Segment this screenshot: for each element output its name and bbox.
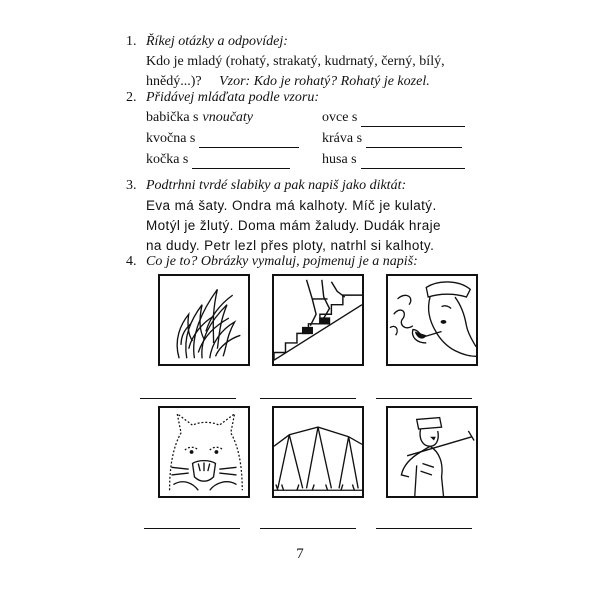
task-2-number: 2.	[126, 90, 137, 105]
task-4-number: 4.	[126, 254, 137, 269]
answer-line-5[interactable]	[260, 528, 356, 529]
task-2-row-1-left	[146, 108, 253, 127]
wildcat-icon	[160, 408, 248, 496]
row-3-right-word: husa s	[322, 152, 357, 167]
woodcutter-picture[interactable]	[386, 406, 478, 498]
stairs-picture[interactable]	[272, 274, 364, 366]
task-3-line-2: Motýl je žlutý. Doma mám žaludy. Dudák hraje	[146, 218, 441, 233]
wildcat-picture[interactable]	[158, 406, 250, 498]
stairs-climber-icon	[274, 276, 362, 364]
answer-line-3[interactable]	[376, 398, 472, 399]
task-3-number: 3.	[126, 178, 137, 193]
row-1-right-blank[interactable]	[361, 113, 465, 127]
task-3-line-3: na dudy. Petr lezl přes ploty, natrhl si kalhoty.	[146, 238, 435, 253]
task-1-line-1: Kdo je mladý (rohatý, strakatý, kudrnatý, černý, bílý,	[146, 54, 445, 69]
task-2-row-3-left	[146, 150, 290, 169]
task-2-row-2-left	[146, 129, 299, 148]
tents-icon	[274, 408, 362, 496]
row-2-right-word: kráva s	[322, 131, 363, 146]
woodcutter-icon	[388, 408, 476, 496]
row-3-left-word: kočka s	[146, 152, 189, 167]
answer-line-4[interactable]	[144, 528, 240, 529]
task-2-row-1-right	[322, 108, 465, 127]
row-1-left-answer: vnoučaty	[202, 110, 254, 125]
row-1-left-word: babička s	[146, 110, 199, 125]
page-number: 7	[296, 546, 304, 562]
task-2-row-2-right	[322, 129, 462, 148]
task-2-instruction: Přidávej mláďata podle vzoru:	[146, 90, 319, 105]
pipe-smoker-picture[interactable]	[386, 274, 478, 366]
row-1-right-word: ovce s	[322, 110, 358, 125]
row-2-left-word: kvočna s	[146, 131, 196, 146]
task-4-instruction: Co je to? Obrázky vymaluj, pojmenuj je a napiš:	[146, 254, 418, 269]
task-1-line-2-start: hnědý...)?	[146, 74, 202, 89]
task-3-line-1: Eva má šaty. Ondra má kalhoty. Míč je kulatý.	[146, 198, 437, 213]
row-2-right-blank[interactable]	[366, 134, 462, 148]
answer-line-1[interactable]	[140, 398, 236, 399]
task-1-instruction: Říkej otázky a odpovídej:	[146, 34, 288, 49]
task-1-number: 1.	[126, 34, 137, 49]
fire-picture[interactable]	[158, 274, 250, 366]
pipe-smoker-icon	[388, 276, 476, 364]
task-1-example: Vzor: Kdo je rohatý? Rohatý je kozel.	[219, 74, 430, 89]
fire-icon	[160, 276, 248, 364]
row-3-right-blank[interactable]	[361, 155, 465, 169]
task-2-row-3-right	[322, 150, 465, 169]
tents-picture[interactable]	[272, 406, 364, 498]
row-3-left-blank[interactable]	[192, 155, 290, 169]
task-3-instruction: Podtrhni tvrdé slabiky a pak napiš jako diktát:	[146, 178, 407, 193]
answer-line-6[interactable]	[376, 528, 472, 529]
answer-line-2[interactable]	[260, 398, 356, 399]
row-2-left-blank[interactable]	[199, 134, 299, 148]
